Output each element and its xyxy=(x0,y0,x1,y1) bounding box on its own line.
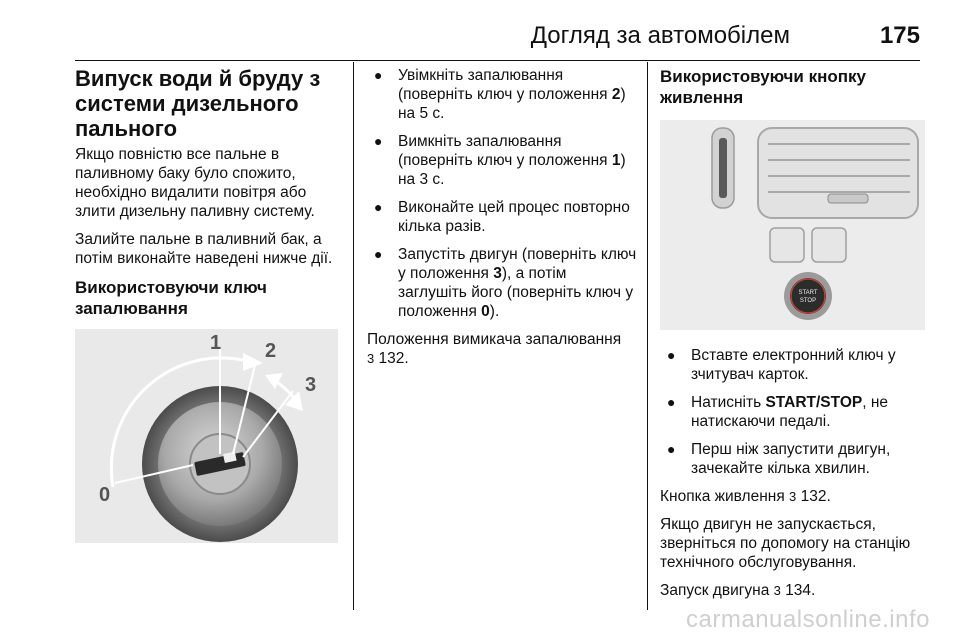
subheading-ignition-key: Використовуючи ключ запалювання xyxy=(75,278,267,318)
position-label-3: 3 xyxy=(305,374,317,396)
page-number: 175 xyxy=(879,22,920,49)
air-vent xyxy=(758,128,918,218)
subheading-power-button: Використовуючи кнопку живлення xyxy=(660,67,866,107)
bullet-icon: ● xyxy=(374,67,383,83)
arc-arrowhead xyxy=(243,353,263,371)
bullet-icon: ● xyxy=(667,441,676,457)
position-label-1: 1 xyxy=(210,332,222,354)
page-header-title: Догляд за автомобілем xyxy=(530,22,790,49)
list-item: ● Вставте електронний ключ у зчитувач карток. xyxy=(667,347,896,383)
column-divider-1 xyxy=(353,62,354,610)
start-stop-button xyxy=(790,278,826,314)
bullet-icon: ● xyxy=(374,133,383,149)
header-rule xyxy=(75,60,920,61)
cross-reference-engine-start[interactable]: Запуск двигуна 3 134. xyxy=(660,582,816,599)
section-heading: Випуск води й бруду з системи дизельного пального xyxy=(75,66,321,141)
list-item: ● Перш ніж запустити двигун, зачекайте кілька хвилин. xyxy=(667,441,891,477)
column-1 xyxy=(75,66,350,555)
service-help-paragraph: Якщо двигун не запускається, зверніться по допомогу на станцію технічного обслуговування. xyxy=(660,516,911,571)
vent-control xyxy=(828,194,868,203)
column-3 xyxy=(660,66,925,609)
power-button-illustration xyxy=(660,120,925,330)
bullet-icon: ● xyxy=(667,394,676,410)
switch-right xyxy=(812,228,846,262)
procedure-list xyxy=(367,66,637,321)
power-button-steps xyxy=(660,346,925,478)
return-arrowhead xyxy=(265,373,283,389)
position-label-2: 2 xyxy=(265,340,277,362)
instruction-paragraph: Залийте пальне в паливний бак, а потім виконайте наведені нижче дії. xyxy=(75,231,333,267)
column-2 xyxy=(367,66,637,377)
switch-left xyxy=(770,228,804,262)
page-reference-icon: 3 xyxy=(367,351,375,366)
page-reference-icon: 3 xyxy=(789,489,797,504)
list-item: ● Увімкніть запалювання (поверніть ключ у положення 2) на 5 с. xyxy=(374,67,626,122)
ignition-key-illustration xyxy=(75,329,338,543)
start-stop-button-label-2: STOP xyxy=(799,298,817,304)
bullet-icon: ● xyxy=(667,347,676,363)
intro-paragraph: Якщо повністю все пальне в паливному баку було спожито, необхідно видалити повітря або злити дизельну паливну систему. xyxy=(75,146,315,220)
start-arrowhead xyxy=(285,391,303,411)
list-item: ● Запустіть двигун (поверніть ключ у положення 3), а потім заглушіть його (поверніть ключ у положення 0). xyxy=(374,246,637,320)
column-divider-2 xyxy=(647,62,648,610)
cross-reference-power-button[interactable]: Кнопка живлення 3 132. xyxy=(660,488,831,505)
watermark: carmanualsonline.info xyxy=(686,606,930,633)
start-stop-button-label: START xyxy=(798,290,818,296)
list-item: ● Натисніть START/STOP, не натискаючи педалі. xyxy=(667,394,889,430)
list-item: ● Вимкніть запалювання (поверніть ключ у положення 1) на 3 с. xyxy=(374,133,626,188)
bullet-icon: ● xyxy=(374,199,383,215)
position-label-0: 0 xyxy=(99,484,111,506)
list-item: ● Виконайте цей процес повторно кілька разів. xyxy=(374,199,630,235)
page-reference-icon: 3 xyxy=(773,583,781,598)
bullet-icon: ● xyxy=(374,246,383,262)
cross-reference-ignition[interactable]: Положення вимикача запалювання 3 132. xyxy=(367,331,622,367)
